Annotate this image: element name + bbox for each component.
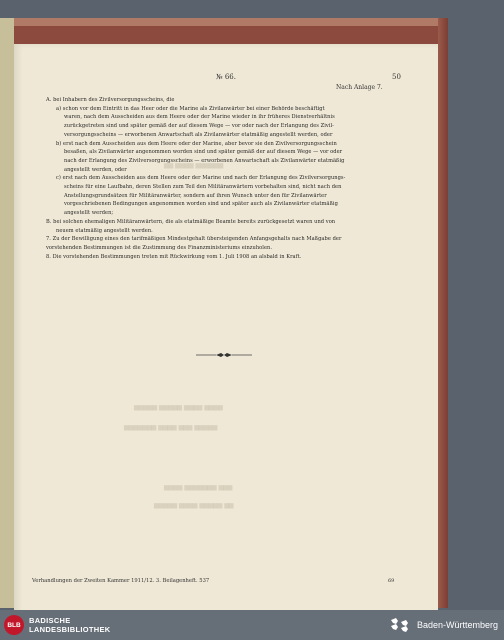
- footer-citation: Verhandlungen der Zweiten Kammer 1911/12. 3. Beilagenheft. 537: [32, 578, 210, 584]
- text-line: B. bei solchen ehemaligen Militäranwärtern, die als etatmäßige Beamte bereits zurückgesetzt waren und von: [46, 218, 336, 225]
- blb-logo[interactable]: BLB: [4, 615, 24, 635]
- bleed-through: ▆▆▆▆▆ ▆▆▆▆▆ ▆▆▆▆ ▆▆▆▆: [134, 404, 223, 411]
- text-line: waren, nach dem Ausscheiden aus dem Heere oder der Marine wieder in ihr früheres Dienstverhältnis: [64, 114, 335, 121]
- bleed-through: ▆▆▆▆ ▆▆▆▆▆▆▆ ▆▆▆: [164, 484, 233, 491]
- body-text: [46, 96, 416, 261]
- text-line: versorgungsscheins — erworbenen Anwartschaft als Zivilanwärter etatmäßig angestellt werden, oder: [64, 131, 333, 138]
- institution-name[interactable]: [29, 616, 110, 634]
- institution-line-2: LANDESBIBLIOTHEK: [29, 625, 111, 634]
- text-line: 7. Zu der Bewilligung eines den tarifmäßigen Mindestgehalt übersteigenden Anfangsgehalts nach Maßgabe der: [46, 236, 342, 243]
- viewer-footer-bar: [0, 610, 504, 640]
- bleed-through: ▆▆▆▆▆ ▆▆▆▆ ▆▆▆▆▆ ▆▆: [154, 502, 234, 509]
- book-cover: [0, 18, 448, 608]
- document-number: № 66.: [216, 73, 236, 81]
- book-right-edge: [438, 18, 448, 608]
- text-line: scheins für eine Laufbahn, deren Stellen zum Teil den Militäranwärtern vorbehalten sind, nicht nach den: [64, 184, 342, 191]
- annex-reference: Nach Anlage 7.: [336, 84, 383, 91]
- state-name: Baden-Württemberg: [416, 620, 498, 630]
- book-spine: [0, 18, 14, 608]
- text-line: a) schon vor dem Eintritt in das Heer oder die Marine als Zivilanwärter bei einer Behörde beschäftigt: [56, 105, 325, 112]
- text-line: Anstellungsgrundsätzen für Militäranwärter, sondern auf ihren Wunsch unter den für Zivilanwärter: [64, 192, 327, 199]
- lions-emblem-icon: [389, 616, 411, 634]
- state-logo[interactable]: [389, 616, 498, 634]
- bleed-through: ▆▆ ▆▆▆▆ ▆▆▆▆▆▆: [164, 162, 224, 169]
- text-line: vorgeschriebenen Bedingungen angenommen worden sind und später auch als Zivilanwärter etatmäßig: [64, 201, 338, 208]
- institution-line-1: BADISCHE: [29, 616, 71, 625]
- text-line: nach der Erlangung des Zivilversorgungsscheins — erworbenen Anwartschaft als Zivilanwärter etatmäßig: [64, 157, 345, 164]
- text-line: angestellt werden, oder: [64, 166, 127, 173]
- text-line: besaßen, als Zivilanwärter angenommen worden sind und später gemäß der auf diesem Wege — vor oder: [64, 149, 343, 156]
- text-line: 8. Die vorstehenden Bestimmungen treten mit Rückwirkung vom 1. Juli 1908 an alsbald in Kraft.: [46, 253, 302, 260]
- text-line: c) erst nach dem Ausscheiden aus dem Heere oder der Marine und nach der Erlangung des Zivilversorgungs-: [56, 175, 346, 182]
- text-line: b) erst nach dem Ausscheiden aus dem Heere oder der Marine, aber bevor sie den Zivilversorgungsschein: [56, 140, 337, 147]
- scanned-page: [14, 44, 438, 618]
- text-line: zurückgetreten sind und später gemäß der auf diesem Wege — vor oder nach der Erlangung des Zivil-: [64, 123, 334, 130]
- ornamental-divider-icon: [194, 352, 254, 358]
- text-line: neuem etatmäßig angestellt werden.: [56, 227, 153, 234]
- bleed-through: ▆▆▆▆▆▆▆ ▆▆▆▆ ▆▆▆ ▆▆▆▆▆: [124, 424, 218, 431]
- text-line: vorstehenden Bestimmungen ist die Zustimmung des Finanzministeriums einzuholen.: [46, 244, 273, 251]
- book-top-edge: [0, 18, 448, 26]
- page-number: 50: [392, 73, 401, 81]
- text-line: angestellt werden;: [64, 210, 114, 217]
- footer-sheet-number: 69: [388, 578, 395, 584]
- text-line: A. bei Inhabern des Zivilversorgungsscheins, die: [46, 97, 175, 103]
